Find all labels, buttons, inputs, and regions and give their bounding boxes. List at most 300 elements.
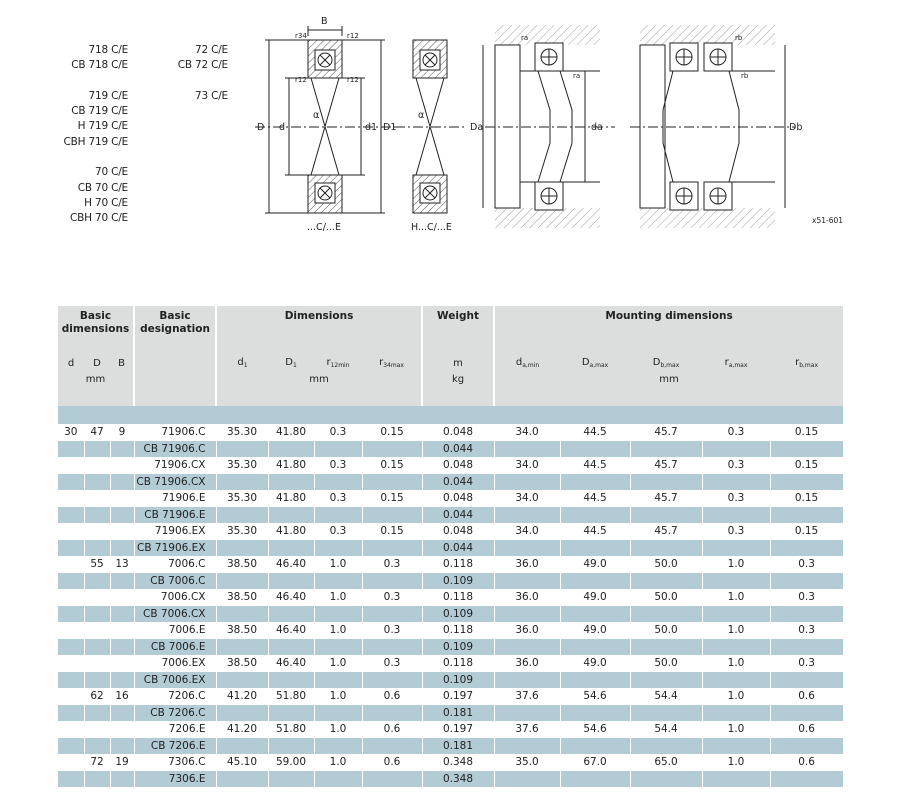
cell-d1: 38.50 [216,622,268,639]
cell-Da [560,441,630,458]
cell-Db: 65.0 [630,754,702,771]
subheader-D: D [84,352,110,374]
series-right-item: 73 C/E [194,89,228,102]
cell-ra [702,507,770,524]
cell-B [110,474,134,491]
cell-Db [630,507,702,524]
cell-da [494,606,560,623]
cell-ra [702,540,770,557]
cell-ra [702,474,770,491]
subheader-d: d [58,352,84,374]
label-r12-right: r12 [347,76,359,84]
table-row [58,589,843,606]
label-D: D [257,122,265,133]
cell-d1: 38.50 [216,589,268,606]
cell-rb: 0.15 [770,424,843,441]
cell-designation: CB 7206.E [134,738,216,755]
subheader-Db: $D_{b,max}$ [630,352,702,374]
cell-r12: 1.0 [314,622,362,639]
cell-Db: 50.0 [630,622,702,639]
cell-d [58,672,84,689]
cell-D1: 46.40 [268,622,314,639]
cell-d1 [216,507,268,524]
cell-D [84,738,110,755]
cell-d1 [216,573,268,590]
cell-rb: 0.3 [770,556,843,573]
cell-designation: CB 71906.EX [134,540,216,557]
cell-d [58,474,84,491]
cell-d [58,523,84,540]
cell-D1: 46.40 [268,655,314,672]
series-left-item: CBH 70 C/E [70,212,128,225]
cell-ra: 1.0 [702,589,770,606]
cell-d [58,589,84,606]
series-right-item [158,74,228,89]
cell-r12: 1.0 [314,556,362,573]
cell-Db: 45.7 [630,457,702,474]
cell-rb [770,540,843,557]
cell-Da [560,573,630,590]
cell-r34 [362,540,422,557]
table-row [58,573,843,590]
table-row [58,457,843,474]
cell-r12 [314,705,362,722]
cell-m: 0.048 [422,523,494,540]
label-ra-1: ra [521,34,529,42]
cell-d1 [216,672,268,689]
cell-da [494,738,560,755]
cell-D1 [268,573,314,590]
cell-ra [702,771,770,788]
bearing-data-table [58,306,844,787]
table-row [58,622,843,639]
cell-Da [560,771,630,788]
cell-Db: 54.4 [630,688,702,705]
header-dimensions: Dimensions [216,306,422,352]
subheader-D1: $D_1$ [268,352,314,374]
cell-D [84,721,110,738]
cell-D1: 41.80 [268,490,314,507]
cell-Da [560,606,630,623]
cell-Da: 49.0 [560,655,630,672]
cell-Db [630,672,702,689]
cell-Da [560,474,630,491]
cell-ra [702,573,770,590]
cell-designation: CB 7006.C [134,573,216,590]
subheader-B: B [110,352,134,374]
cell-r34 [362,474,422,491]
cell-r34 [362,771,422,788]
cell-Db: 50.0 [630,589,702,606]
cell-Da [560,540,630,557]
unit-basic: mm [58,374,134,406]
cell-ra [702,672,770,689]
series-right-item: 72 C/E [194,44,228,56]
cell-D [84,622,110,639]
cell-D [84,589,110,606]
cell-m: 0.044 [422,540,494,557]
cell-d [58,457,84,474]
header-mounting-dimensions: Mounting dimensions [494,306,843,352]
cell-r34: 0.15 [362,424,422,441]
table-row [58,672,843,689]
cell-d1: 38.50 [216,655,268,672]
cell-D1: 46.40 [268,589,314,606]
cell-ra: 1.0 [702,622,770,639]
cell-Db [630,771,702,788]
cell-ra: 1.0 [702,754,770,771]
unit-weight: kg [422,374,494,406]
cell-D1 [268,771,314,788]
cell-r12: 0.3 [314,490,362,507]
cell-D1: 41.80 [268,424,314,441]
series-left-item: H 70 C/E [84,196,128,209]
cell-B [110,441,134,458]
cell-Db: 45.7 [630,490,702,507]
cell-r12: 0.3 [314,457,362,474]
cell-d1: 35.30 [216,523,268,540]
cell-r34: 0.6 [362,721,422,738]
cell-ra: 0.3 [702,424,770,441]
cell-da [494,573,560,590]
cell-d [58,573,84,590]
cell-Db [630,606,702,623]
subheader-rb: $r_{b,max}$ [770,352,843,374]
cell-D [84,457,110,474]
cell-r34 [362,441,422,458]
cell-m: 0.109 [422,639,494,656]
table-row [58,490,843,507]
table-row [58,738,843,755]
cell-da [494,507,560,524]
label-r12-top: r12 [347,32,359,40]
label-d1: d1 [365,122,378,133]
subheader-r12: $r_{12min}$ [314,352,362,374]
cell-r12 [314,738,362,755]
cell-D [84,655,110,672]
cell-m: 0.348 [422,771,494,788]
cell-m: 0.048 [422,490,494,507]
cell-D [84,573,110,590]
cell-designation: 71906.EX [134,523,216,540]
cell-D [84,639,110,656]
cell-D1 [268,507,314,524]
cell-rb [770,474,843,491]
cell-r34 [362,738,422,755]
table-row [58,721,843,738]
cell-rb [770,705,843,722]
cell-rb [770,738,843,755]
cell-designation: 7006.E [134,622,216,639]
label-B: B [321,16,328,27]
table-row [58,507,843,524]
cell-designation: 7306.C [134,754,216,771]
cell-B [110,507,134,524]
cell-d1 [216,474,268,491]
cell-Db: 45.7 [630,523,702,540]
cell-d [58,738,84,755]
cell-m: 0.048 [422,424,494,441]
cell-designation: CB 71906.E [134,507,216,524]
cell-designation: CB 71906.CX [134,474,216,491]
unit-dims: mm [216,374,422,406]
label-Db: Db [789,122,803,133]
cell-r34: 0.6 [362,688,422,705]
cell-r34 [362,672,422,689]
cell-r12 [314,507,362,524]
cell-m: 0.181 [422,705,494,722]
cell-r34 [362,639,422,656]
cell-Da [560,672,630,689]
cell-m: 0.348 [422,754,494,771]
cell-B [110,705,134,722]
cell-d1: 41.20 [216,721,268,738]
cell-d1: 38.50 [216,556,268,573]
cell-designation: CB 7206.C [134,705,216,722]
series-left-item: CB 719 C/E [71,105,128,118]
cell-rb [770,606,843,623]
cell-Db [630,441,702,458]
table-row [58,655,843,672]
cell-rb: 0.3 [770,622,843,639]
cell-B [110,490,134,507]
cell-r34: 0.3 [362,589,422,606]
cell-D [84,490,110,507]
cell-da [494,540,560,557]
unit-mounting: mm [494,374,843,406]
cell-Da [560,705,630,722]
cell-r34: 0.6 [362,754,422,771]
cell-Da: 67.0 [560,754,630,771]
cell-r34 [362,573,422,590]
cell-m: 0.044 [422,474,494,491]
cell-D: 62 [84,688,110,705]
cell-da: 36.0 [494,622,560,639]
cell-ra [702,606,770,623]
cell-D1 [268,639,314,656]
cell-d [58,540,84,557]
cell-da: 37.6 [494,721,560,738]
cell-da [494,705,560,722]
cell-m: 0.044 [422,507,494,524]
cell-Db: 54.4 [630,721,702,738]
cell-designation: CB 7006.CX [134,606,216,623]
series-left-item: CBH 719 C/E [63,135,128,148]
cell-rb: 0.6 [770,754,843,771]
series-left-item: H 719 C/E [77,120,128,133]
cell-B [110,672,134,689]
cell-ra: 1.0 [702,556,770,573]
cell-D1: 41.80 [268,523,314,540]
cell-d [58,507,84,524]
cell-Da [560,507,630,524]
cell-d1: 45.10 [216,754,268,771]
cell-r12: 1.0 [314,589,362,606]
cell-rb [770,573,843,590]
cell-rb: 0.15 [770,490,843,507]
cell-ra [702,441,770,458]
cell-m: 0.197 [422,688,494,705]
cell-d1: 35.30 [216,424,268,441]
cell-B [110,721,134,738]
cell-da: 34.0 [494,523,560,540]
cell-D: 55 [84,556,110,573]
cell-d [58,556,84,573]
table-row [58,771,843,788]
header-basic-designation: Basic designation [134,306,216,352]
label-da: da [591,122,603,133]
cell-designation: CB 7006.E [134,639,216,656]
cell-ra [702,738,770,755]
cell-designation: 71906.CX [134,457,216,474]
cell-da: 34.0 [494,424,560,441]
cell-rb: 0.15 [770,523,843,540]
cell-r34: 0.15 [362,457,422,474]
series-left-item: CB 718 C/E [71,59,128,72]
cell-m: 0.181 [422,738,494,755]
cell-m: 0.118 [422,622,494,639]
cell-D [84,672,110,689]
cell-rb: 0.3 [770,589,843,606]
cell-B: 19 [110,754,134,771]
cell-designation: CB 71906.C [134,441,216,458]
cell-Db: 50.0 [630,556,702,573]
cell-designation: 71906.C [134,424,216,441]
cell-Da [560,738,630,755]
label-r12-left: r12 [295,76,307,84]
cell-ra: 1.0 [702,688,770,705]
cell-Da: 44.5 [560,424,630,441]
cell-D [84,771,110,788]
cell-rb: 0.6 [770,721,843,738]
cell-da: 36.0 [494,589,560,606]
cell-d [58,622,84,639]
cell-Da: 49.0 [560,622,630,639]
cell-r12 [314,771,362,788]
label-Da: Da [470,122,484,133]
table-row [58,754,843,771]
label-r34: r34 [295,32,307,40]
cell-Db [630,573,702,590]
cell-B [110,540,134,557]
cell-rb [770,441,843,458]
cell-ra: 0.3 [702,490,770,507]
subheader-r34: $r_{34max}$ [362,352,422,374]
cell-D1 [268,705,314,722]
cell-da [494,672,560,689]
table-row [58,556,843,573]
cell-B: 13 [110,556,134,573]
subheader-ra: $r_{a,max}$ [702,352,770,374]
cell-r12: 1.0 [314,754,362,771]
cell-designation: 71906.E [134,490,216,507]
cell-B [110,655,134,672]
bearing-drawing [255,10,845,240]
table-row [58,688,843,705]
label-rb-2: rb [741,72,749,80]
cell-rb [770,672,843,689]
cell-Da: 44.5 [560,490,630,507]
cell-da: 34.0 [494,490,560,507]
cell-ra: 1.0 [702,721,770,738]
cell-r12 [314,540,362,557]
cell-r34 [362,606,422,623]
cell-designation: 7006.EX [134,655,216,672]
cell-D [84,606,110,623]
cell-r12: 0.3 [314,424,362,441]
cell-rb [770,507,843,524]
cell-m: 0.197 [422,721,494,738]
cell-r12 [314,672,362,689]
series-left-item [58,74,128,89]
cell-designation: 7206.E [134,721,216,738]
cell-d1 [216,441,268,458]
cell-rb: 0.15 [770,457,843,474]
cell-Da: 49.0 [560,589,630,606]
series-right-item: CB 72 C/E [177,59,228,72]
cell-D: 47 [84,424,110,441]
table-row [58,606,843,623]
cell-designation: 7306.E [134,771,216,788]
cell-r12: 1.0 [314,688,362,705]
cell-B [110,771,134,788]
cell-d [58,754,84,771]
cell-r34: 0.3 [362,655,422,672]
cell-d [58,655,84,672]
table-row [58,639,843,656]
header-weight: Weight [422,306,494,352]
cell-ra: 0.3 [702,523,770,540]
cell-D: 72 [84,754,110,771]
cell-ra: 1.0 [702,655,770,672]
cell-rb [770,639,843,656]
label-rb-1: rb [735,34,743,42]
cell-rb: 0.3 [770,655,843,672]
cell-D1 [268,672,314,689]
cell-r12: 1.0 [314,655,362,672]
cell-r34: 0.3 [362,622,422,639]
cell-d [58,606,84,623]
series-list-left [58,43,128,227]
cell-da [494,771,560,788]
series-left-item [58,150,128,165]
cell-Db: 45.7 [630,424,702,441]
table-row [58,474,843,491]
cell-d1 [216,738,268,755]
cell-d [58,705,84,722]
cell-r12 [314,639,362,656]
cell-Da: 44.5 [560,523,630,540]
subheader-d1: $d_1$ [216,352,268,374]
cell-Da: 54.6 [560,688,630,705]
cell-m: 0.109 [422,573,494,590]
cell-B [110,639,134,656]
label-ra-2: ra [573,72,581,80]
cell-da [494,639,560,656]
cell-r12 [314,441,362,458]
cell-r12 [314,474,362,491]
cell-D [84,523,110,540]
subheader-m: m [422,352,494,374]
cell-D1 [268,738,314,755]
subheader-da: $d_{a,min}$ [494,352,560,374]
cell-B [110,738,134,755]
cell-D1 [268,540,314,557]
cell-B: 9 [110,424,134,441]
cell-da: 35.0 [494,754,560,771]
cell-Da: 44.5 [560,457,630,474]
cell-ra [702,639,770,656]
